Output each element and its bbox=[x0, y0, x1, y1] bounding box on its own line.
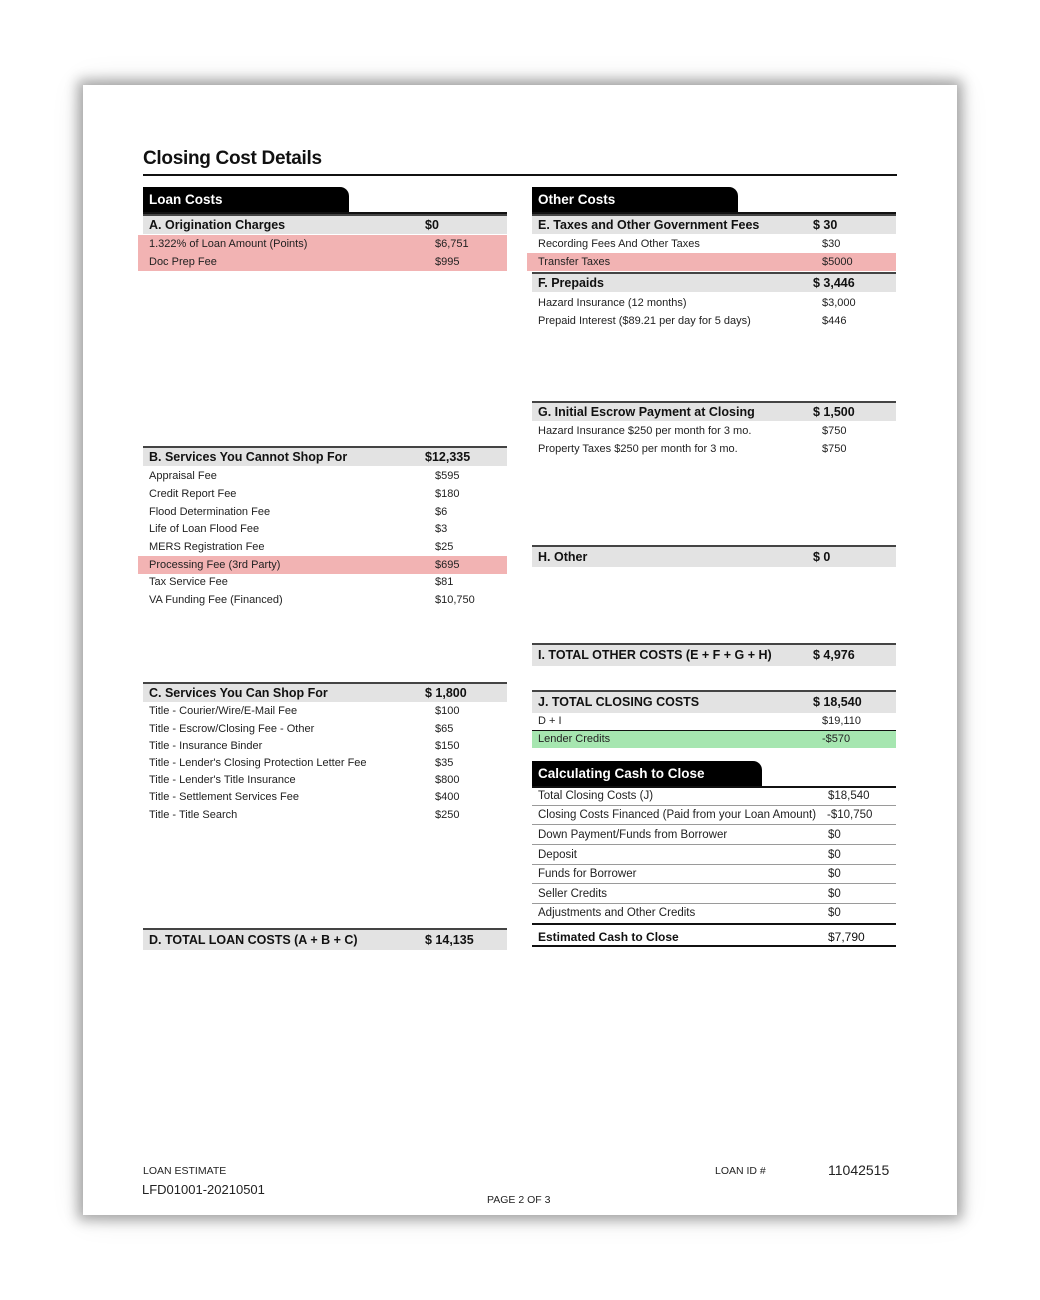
table-row: Adjustments and Other Credits $0 bbox=[538, 907, 841, 919]
list-item: Title - Lender's Title Insurance $800 bbox=[149, 774, 460, 786]
table-row: Closing Costs Financed (Paid from your Loan Amount) -$10,750 bbox=[532, 806, 896, 825]
total-closing-costs-header bbox=[532, 690, 896, 713]
list-item: Recording Fees And Other Taxes $30 bbox=[538, 238, 841, 250]
other-header bbox=[532, 545, 896, 567]
section-amount: $ 14,135 bbox=[425, 933, 474, 947]
section-label: E. Taxes and Other Government Fees bbox=[538, 218, 760, 232]
list-item: Lender Credits -$570 bbox=[532, 731, 896, 748]
list-item: Title - Title Search $250 bbox=[149, 809, 460, 821]
section-label: D. TOTAL LOAN COSTS (A + B + C) bbox=[149, 933, 358, 947]
list-item: Tax Service Fee $81 bbox=[149, 576, 454, 588]
list-item: Prepaid Interest ($89.21 per day for 5 days) $446 bbox=[538, 315, 847, 327]
list-item: Title - Courier/Wire/E-Mail Fee $100 bbox=[149, 705, 460, 717]
table-row: Total Closing Costs (J) $18,540 bbox=[532, 787, 896, 806]
page-title: Closing Cost Details bbox=[143, 148, 322, 169]
section-amount: $ 1,500 bbox=[813, 405, 855, 419]
table-row: Deposit $0 bbox=[532, 846, 896, 865]
list-item: Transfer Taxes $5000 bbox=[527, 253, 896, 271]
list-item: Title - Settlement Services Fee $400 bbox=[149, 791, 460, 803]
loan-costs-tab: Loan Costs bbox=[143, 187, 349, 212]
section-amount: $0 bbox=[425, 218, 439, 232]
cannot-shop-header bbox=[143, 446, 507, 466]
section-label: B. Services You Cannot Shop For bbox=[149, 450, 348, 464]
loan-id-label: LOAN ID # bbox=[715, 1165, 766, 1177]
table-row: Funds for Borrower $0 bbox=[532, 865, 896, 884]
section-amount: $12,335 bbox=[425, 450, 471, 464]
section-amount: $ 3,446 bbox=[813, 276, 855, 290]
section-amount: $ 30 bbox=[813, 218, 838, 232]
section-amount: $ 4,976 bbox=[813, 648, 855, 662]
list-item: Doc Prep Fee $995 bbox=[138, 253, 507, 271]
section-label: A. Origination Charges bbox=[149, 218, 286, 232]
section-amount: $ 1,800 bbox=[425, 686, 467, 700]
form-name: LOAN ESTIMATE bbox=[143, 1165, 227, 1177]
list-item: Title - Insurance Binder $150 bbox=[149, 740, 460, 752]
escrow-payment-header bbox=[532, 401, 896, 421]
loan-id-value: 11042515 bbox=[828, 1162, 890, 1178]
list-item: Property Taxes $250 per month for 3 mo. $750 bbox=[538, 443, 847, 455]
section-amount: $ 18,540 bbox=[813, 695, 862, 709]
title-divider bbox=[143, 174, 897, 176]
section-label: C. Services You Can Shop For bbox=[149, 686, 328, 700]
list-item: Hazard Insurance (12 months) $3,000 bbox=[538, 297, 856, 309]
list-item: Title - Escrow/Closing Fee - Other $65 bbox=[149, 723, 454, 735]
prepaids-header bbox=[532, 272, 896, 292]
page-number: PAGE 2 OF 3 bbox=[487, 1194, 551, 1206]
estimated-cash-to-close-row: Estimated Cash to Close $7,790 bbox=[532, 923, 896, 947]
total-loan-costs-header bbox=[143, 928, 507, 950]
table-row: Seller Credits $0 bbox=[532, 885, 896, 904]
can-shop-header bbox=[143, 682, 507, 702]
document-page bbox=[83, 85, 957, 1215]
section-amount: $ 0 bbox=[813, 550, 831, 564]
section-label: H. Other bbox=[538, 550, 588, 564]
list-item: VA Funding Fee (Financed) $10,750 bbox=[149, 594, 475, 606]
list-item: Title - Lender's Closing Protection Letter Fee $35 bbox=[149, 757, 454, 769]
section-label: G. Initial Escrow Payment at Closing bbox=[538, 405, 755, 419]
list-item: Processing Fee (3rd Party) $695 bbox=[138, 556, 507, 574]
list-item: Life of Loan Flood Fee $3 bbox=[149, 523, 448, 535]
list-item: Flood Determination Fee $6 bbox=[149, 506, 448, 518]
cash-to-close-tab: Calculating Cash to Close bbox=[532, 761, 762, 786]
table-row: Down Payment/Funds from Borrower $0 bbox=[532, 826, 896, 845]
taxes-fees-header bbox=[532, 214, 896, 234]
list-item: Hazard Insurance $250 per month for 3 mo. $750 bbox=[538, 425, 847, 437]
list-item: Credit Report Fee $180 bbox=[149, 488, 460, 500]
list-item: MERS Registration Fee $25 bbox=[149, 541, 454, 553]
origination-charges-header bbox=[143, 214, 507, 234]
list-item: 1.322% of Loan Amount (Points) $6,751 bbox=[138, 235, 507, 253]
other-costs-tab: Other Costs bbox=[532, 187, 738, 212]
list-item: Appraisal Fee $595 bbox=[149, 470, 460, 482]
section-label: I. TOTAL OTHER COSTS (E + F + G + H) bbox=[538, 648, 772, 662]
total-other-costs-header bbox=[532, 643, 896, 666]
form-code: LFD01001-20210501 bbox=[142, 1182, 265, 1197]
list-item: D + I $19,110 bbox=[532, 713, 896, 731]
section-label: F. Prepaids bbox=[538, 276, 604, 290]
section-label: J. TOTAL CLOSING COSTS bbox=[538, 695, 700, 709]
